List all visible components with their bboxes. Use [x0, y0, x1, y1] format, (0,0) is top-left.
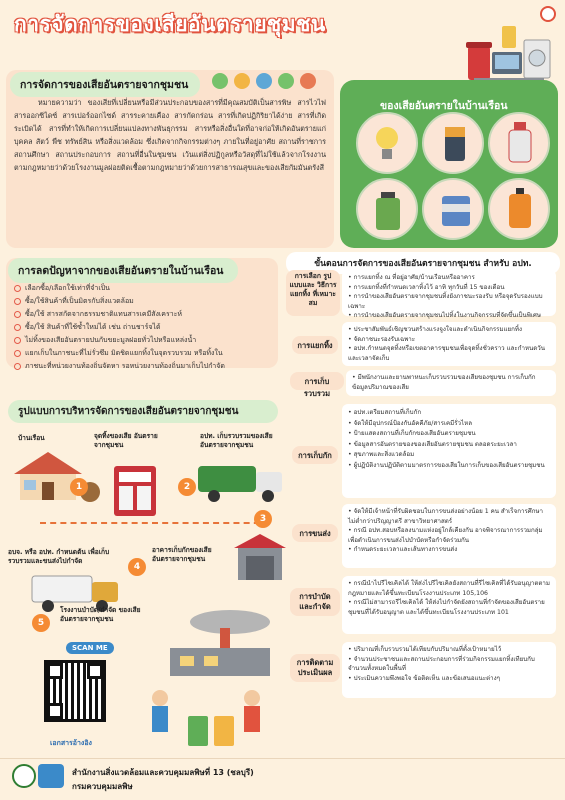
list-item: เลือกซื้อ/เลือกใช้เท่าที่จำเป็น [14, 282, 276, 295]
house-illustration [8, 446, 100, 504]
bullet-icon [14, 311, 21, 318]
list-item: ซื้อ/ใช้ สารสกัดจากธรรมชาติแทนสารเคมีสังเคราะห์ [14, 308, 276, 321]
step-label-select: การเลือก รูปแบบและ วิธีการแยกทิ้ง ที่เหมาะสม [286, 270, 340, 316]
bullet-icon [14, 298, 21, 305]
recycling-people-illustration [130, 684, 276, 754]
intro-heading: การจัดการของเสียอันตรายจากชุมชน [10, 72, 200, 97]
step-number-1: 1 [70, 478, 88, 496]
step-body-collect: • มีพนักงานและยานพาหนะเก็บรวบรวมของเสียของชุมชน การเก็บกักข้อมูลปริมาณของเสีย [346, 370, 556, 396]
step-label-collect: การเก็บรวบรวม [290, 372, 344, 390]
page-title: การจัดการของเสียอันตรายชุมชน [14, 12, 326, 36]
step4-caption: อบจ. หรือ อปท. กำหนดต้น เพื่อเก็บรวบรวมและขนส่งไปกำจัด [8, 548, 110, 565]
flow-heading: รูปแบบการบริหารจัดการของเสียอันตรายจากชุมชน [8, 400, 278, 423]
factory-illustration [150, 608, 280, 678]
list-item: ซื้อ/ใช้ สินค้าที่ใช้ซ้ำใหม่ได้ เช่น ถ่านชาร์จได้ [14, 321, 276, 334]
step-number-2: 2 [178, 478, 196, 496]
list-item: ซื้อ/ใช้สินค้าที่เป็นมิตรกับสิ่งแวดล้อม [14, 295, 276, 308]
bullet-icon [14, 363, 21, 370]
storage-building-illustration [232, 530, 288, 584]
step-body-separate: • ประชาสัมพันธ์เชิญชวนสร้างแรงจูงใจและดำเนินกิจกรรมแยกทิ้ง • จัดภาชนะรองรับเฉพาะ • อปท.กำหนดจุดทิ้งหรือเขตอาคารชุมชนเพื่อจุดทิ้งชั่วคราว และกำหนดวันและเวลาจัดเก็บ [342, 322, 556, 366]
list-item: แยกเก็บในภาชนะที่ไม่รั่วซึม มิดชิดแยกทิ้งในจุดรวบรวม หรือทิ้งใน [14, 347, 276, 360]
step-label-monitor: การติดตาม ประเมินผล [290, 654, 340, 682]
qr-corner-tl [47, 663, 63, 679]
step-label-transport: การขนส่ง [292, 524, 338, 542]
intro-paragraph: หมายความว่า ของเสียที่เปลี่ยนหรือมีส่วนประกอบของสารที่มีคุณสมบัติเป็นสารพิษ สารไวไฟ สารออกซิไดซ์ สารเปอร์ออกไซด์ สารระคายเคือง สารกัดกร่อน สารที่เกิดปฏิกิริยาได้ง่าย สารที่เกิดระเบิดได้ สารที่ทำให้เกิดการเปลี่ยนแปลงทางพันธุกรรม สารหรือสิ่งอื่นใดที่อาจก่อให้เกิดอันตรายแก่บุคคล สัตว์ พืช ทรัพย์สิน หรือสิ่งแวดล้อม ซึ่งเกิดจากกิจกรรมต่างๆ ภายในที่อยู่อาศัย สถานที่ราชการ สถานศึกษา สถานประกอบการ สถานที่อื่นในชุมชน เว้นแต่สิ่งปฏิกูลหรือวัสดุที่ไม่ใช้แล้วจากโรงงานตามกฎหมายว่าด้วยโรงงานมูลฝอยติดเชื้อตามกฎหมายว่าด้วยการสาธารณสุขและของเสียกัมมันตรังสี [14, 98, 326, 172]
household-waste-heading: ของเสียอันตรายในบ้านเรือน [380, 100, 508, 112]
ministry-logo-icon [38, 764, 64, 788]
step-number-5: 5 [32, 614, 50, 632]
step-number-3: 3 [254, 510, 272, 528]
bullet-icon [14, 285, 21, 292]
footer-org: สำนักงานสิ่งแวดล้อมและควบคุมมลพิษที่ 13 (ชลบุรี) [72, 768, 254, 777]
bullet-icon [14, 337, 21, 344]
qr-corner-bl [47, 703, 63, 719]
steps-heading: ขั้นตอนการจัดการของเสียอันตรายจากชุมชน สำหรับ อปท. [286, 252, 560, 274]
step-body-transport: • จัดให้มีเจ้าหน้าที่รับผิดชอบในการขนส่งอย่างน้อย 1 คน สำเร็จการศึกษาไม่ต่ำกว่าปริญญาตรี สาขาวิทยาศาสตร์ • กรณี อปท.สอบหรือลงนามแห่งอยู่ใกล้เคียงกัน อาจพิจารณาการรวมกลุ่มเพื่อดำเนินการขนส่งไปบำบัดหรือกำจัดร่วมกัน • กำหนดระยะเวลาและเส้นทางการขนส่ง [342, 504, 556, 568]
step-body-monitor: • ปริมาณที่เก็บรวบรวมได้เทียบกับปริมาณที่ตั้งเป้าหมายไว้ • จำนวนประชาชนและสถานประกอบการที่ร่วมกิจกรรมแยกทิ้งเทียบกับจำนวนทั้งหมดในพื้นที่ • ประเมินความพึงพอใจ ข้อติดเห็น และข้อเสนอแนะต่างๆ [342, 642, 556, 698]
reference-doc-caption: เอกสารอ้างอิง [50, 739, 92, 747]
step-body-select: • การแยกทิ้ง ณ ที่อยู่อาศัย/บ้านเรือนหรืออาคาร • การแยกทิ้งที่กำหนดเวลาทิ้งไว้ อาทิ ทุกวันที่ 15 ของเดือน • การนำของเสียอันตรายจากชุมชนทิ้งยังภาชนะรองรับ หรือจุดรับรองแบบเฉพาะ • การนำของเสียอันตรายจากชุมชนไปทิ้งในงานกิจกรรมที่จัดขึ้นเป็นพิเศษ [342, 270, 556, 316]
step-label-treat: การบำบัด และกำจัด [290, 588, 340, 616]
collection-point-illustration [110, 462, 160, 520]
step2-caption: อปท. เก็บรวบรวมของเสีย อันตรายจากชุมชน [200, 432, 273, 449]
list-item: ไม่ทิ้งของเสียอันตรายปนกับขยะมูลฝอยทั่วไปหรือแหล่งน้ำ [14, 334, 276, 347]
flow-path-line [40, 522, 270, 524]
scan-me-label: SCAN ME [66, 642, 114, 654]
step-number-4: 4 [128, 558, 146, 576]
footer-dept: กรมควบคุมมลพิษ [72, 782, 133, 791]
step-body-store: • อปท.เตรียมสถานที่เก็บกัก • จัดให้มีอุปกรณ์ป้องกันอัคคีภัย/สารเคมีรั่วไหล • ป้ายแสดงสถานที่เก็บกักของเสียอันตรายชุมชน • ข้อมูลสารอันตรายของของเสียอันตรายชุมชน ตลอดระยะเวลา • สุขภาพและสิ่งแวดล้อม • ผู้ปฏิบัติงานปฏิบัติตามมาตรการของเสียในการเก็บของเสียอันตรายชุมชน [342, 404, 556, 498]
step-label-store: การเก็บกัก [292, 446, 338, 464]
qr-corner-tr [87, 663, 103, 679]
list-item: ภาชนะที่หน่วยงานท้องถิ่นจัดหา รอหน่วยงานท้องถิ่นมาเก็บไปกำจัด [14, 360, 276, 373]
garbage-truck-illustration [196, 458, 288, 504]
no-dumping-icon [540, 6, 556, 22]
step5-caption: โรงงานบำบัด/กำจัด ของเสียอันตรายจากชุมชน [60, 606, 141, 623]
step3-caption: อาคารเก็บกักของเสีย อันตรายจากชุมชน [152, 546, 212, 563]
recycle-icons-illustration [210, 70, 328, 92]
household-waste-glyphs [356, 112, 556, 242]
pcd-logo-icon [12, 764, 36, 788]
footer-bar [0, 758, 565, 800]
step-body-treat: • กรณีนำไปรีไซเคิลได้ ให้ส่งไปรีไซเคิลยังสถานที่รีไซเคิลที่ได้รับอนุญาตตามกฎหมายและได้ขึ้นทะเบียนโรงงานประเภท 105,106 • กรณีไม่สามารถรีไซเคิลได้ ให้ส่งไปกำจัดยังสถานที่กำจัดของเสียอันตรายชุมชนที่ได้รับอนุญาต และได้ขึ้นทะเบียนโรงงานประเภท 101 [342, 576, 556, 634]
bullet-icon [14, 350, 21, 357]
bullet-icon [14, 324, 21, 331]
reduce-list [14, 282, 276, 373]
reduce-heading: การลดปัญหาจากของเสียอันตรายในบ้านเรือน [8, 258, 238, 283]
step-label-separate: การแยกทิ้ง [292, 336, 338, 354]
step1-caption: จุดทิ้งของเสีย อันตรายจากชุมชน [94, 432, 158, 449]
home-label: บ้านเรือน [18, 434, 45, 442]
